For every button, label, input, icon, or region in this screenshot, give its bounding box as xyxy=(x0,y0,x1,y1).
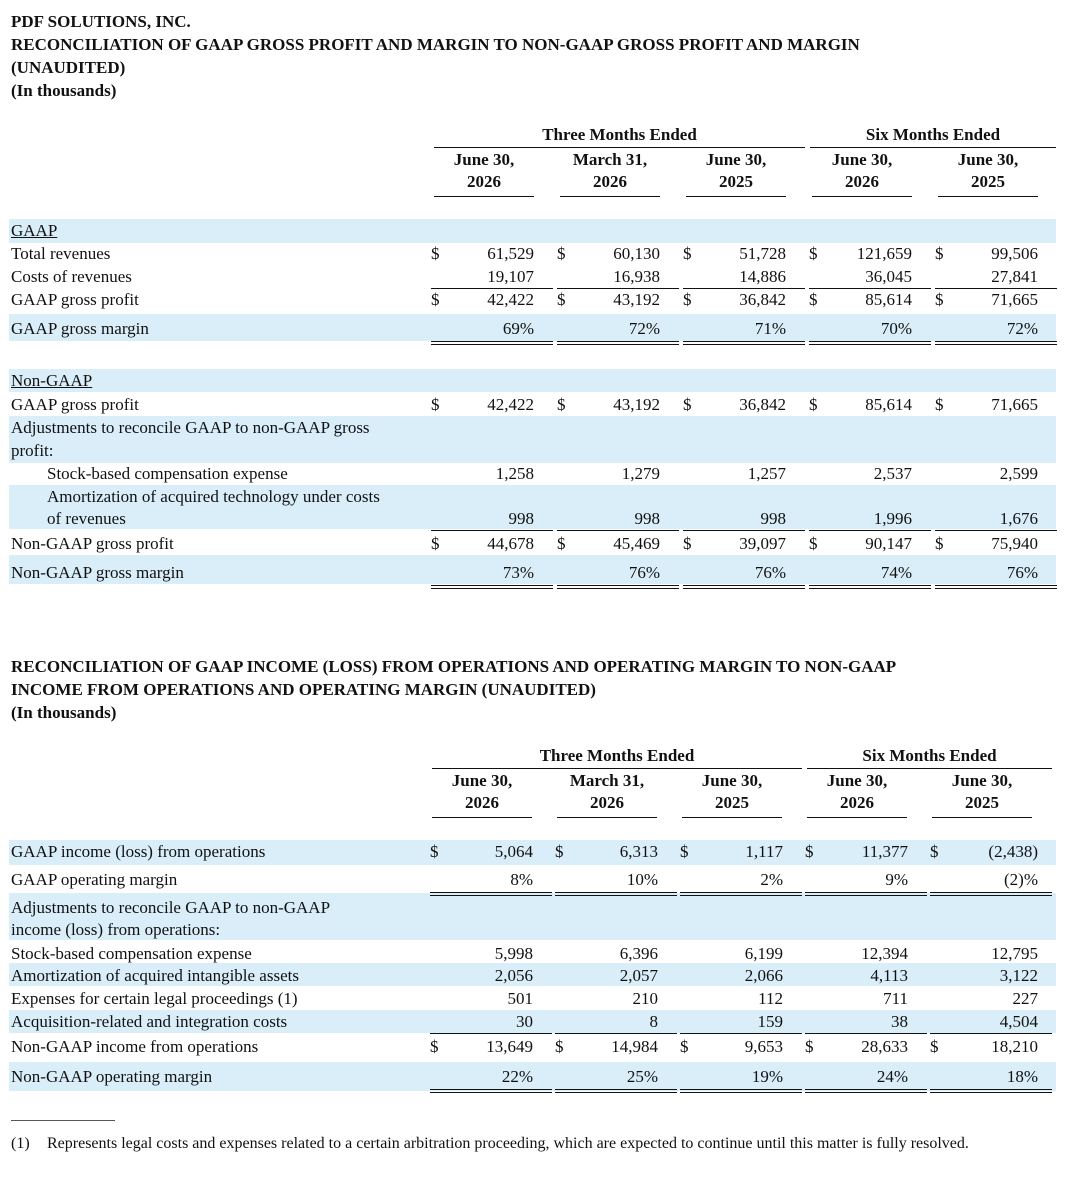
value-cell: 74% xyxy=(880,563,912,582)
total-double-rule xyxy=(683,585,805,589)
value-cell: 70% xyxy=(880,319,912,338)
column-header-year-1: 2026 xyxy=(465,793,499,812)
total-double-rule xyxy=(557,341,679,345)
column-header-rule xyxy=(434,196,534,197)
value-cell: 18% xyxy=(1006,1067,1038,1086)
value-cell: 71% xyxy=(754,319,786,338)
row-shading xyxy=(9,219,1056,243)
row-label: GAAP gross profit xyxy=(11,290,139,309)
row-label: Non-GAAP income from operations xyxy=(11,1037,259,1056)
value-cell: 14,984 xyxy=(611,1037,658,1056)
total-double-rule xyxy=(809,585,931,589)
value-cell: 42,422 xyxy=(487,395,534,414)
value-cell: 61,529 xyxy=(487,244,534,263)
currency-symbol: $ xyxy=(809,395,818,414)
column-header-rule xyxy=(557,817,657,818)
table1-units: (In thousands) xyxy=(11,81,117,100)
currency-symbol: $ xyxy=(431,290,440,309)
value-cell: 1,676 xyxy=(999,509,1038,528)
value-cell: 16,938 xyxy=(613,267,660,286)
column-header-1: June 30, xyxy=(451,771,513,790)
currency-symbol: $ xyxy=(683,244,692,263)
value-cell: 210 xyxy=(632,989,658,1008)
value-cell: 121,659 xyxy=(856,244,912,263)
value-cell: 30 xyxy=(516,1012,533,1031)
total-double-rule xyxy=(935,341,1057,345)
row-label: Non-GAAP xyxy=(11,371,93,390)
value-cell: 76% xyxy=(754,563,786,582)
currency-symbol: $ xyxy=(935,534,944,553)
company-name: PDF SOLUTIONS, INC. xyxy=(11,12,191,31)
value-cell: 18,210 xyxy=(991,1037,1038,1056)
value-cell: 2,066 xyxy=(744,966,783,985)
value-cell: 13,649 xyxy=(486,1037,533,1056)
value-cell: 99,506 xyxy=(991,244,1038,263)
total-double-rule xyxy=(557,585,679,589)
total-double-rule xyxy=(809,341,931,345)
total-double-rule xyxy=(930,1089,1052,1093)
value-cell: 159 xyxy=(757,1012,783,1031)
value-cell: 76% xyxy=(1006,563,1038,582)
value-cell: 75,940 xyxy=(991,534,1038,553)
value-cell: 998 xyxy=(760,509,786,528)
column-header-rule xyxy=(560,196,660,197)
currency-symbol: $ xyxy=(809,534,818,553)
value-cell: 19,107 xyxy=(487,267,534,286)
value-cell: 72% xyxy=(1006,319,1038,338)
value-cell: 45,469 xyxy=(613,534,660,553)
column-header-5: June 30, xyxy=(957,150,1019,169)
row-label: Adjustments to reconcile GAAP to non-GAAP gross xyxy=(11,418,370,437)
value-cell: 711 xyxy=(883,989,908,1008)
column-header-year-5: 2025 xyxy=(971,172,1005,191)
currency-symbol: $ xyxy=(805,1037,814,1056)
header-three-months: Three Months Ended xyxy=(542,125,697,144)
row-label: profit: xyxy=(11,441,54,460)
value-cell: 39,097 xyxy=(739,534,786,553)
column-header-2: March 31, xyxy=(569,771,645,790)
total-double-rule xyxy=(805,1089,927,1093)
subtotal-rule xyxy=(805,1033,927,1034)
row-label: Acquisition-related and integration costs xyxy=(11,1012,288,1031)
row-label: Non-GAAP gross profit xyxy=(11,534,174,553)
table2-title-line1: RECONCILIATION OF GAAP INCOME (LOSS) FROM OPERATIONS AND OPERATING MARGIN TO NON-GAAP xyxy=(11,657,897,676)
footnote-marker: (1) xyxy=(11,1135,30,1152)
value-cell: 2% xyxy=(760,870,783,889)
table2-units: (In thousands) xyxy=(11,703,117,722)
row-label: Costs of revenues xyxy=(11,267,132,286)
value-cell: 1,279 xyxy=(621,464,660,483)
currency-symbol: $ xyxy=(430,842,439,861)
value-cell: 90,147 xyxy=(865,534,912,553)
value-cell: 6,396 xyxy=(619,944,658,963)
value-cell: 42,422 xyxy=(487,290,534,309)
total-double-rule xyxy=(555,892,677,896)
currency-symbol: $ xyxy=(809,290,818,309)
total-double-rule xyxy=(430,1089,552,1093)
row-label: Adjustments to reconcile GAAP to non-GAAP xyxy=(11,898,331,917)
row-label: GAAP income (loss) from operations xyxy=(11,842,266,861)
value-cell: 2,599 xyxy=(999,464,1038,483)
total-double-rule xyxy=(805,892,927,896)
column-header-2: March 31, xyxy=(572,150,648,169)
value-cell: 5,064 xyxy=(494,842,533,861)
footnote-divider xyxy=(11,1120,115,1121)
value-cell: 60,130 xyxy=(613,244,660,263)
value-cell: 73% xyxy=(502,563,534,582)
currency-symbol: $ xyxy=(431,534,440,553)
table1-title-line2: (UNAUDITED) xyxy=(11,58,126,77)
value-cell: 43,192 xyxy=(613,395,660,414)
row-label: GAAP gross margin xyxy=(11,319,149,338)
currency-symbol: $ xyxy=(935,244,944,263)
subtotal-rule xyxy=(683,530,805,531)
value-cell: 25% xyxy=(626,1067,658,1086)
column-header-rule xyxy=(932,817,1032,818)
subtotal-rule xyxy=(680,1033,802,1034)
column-header-rule xyxy=(432,817,532,818)
value-cell: 44,678 xyxy=(487,534,534,553)
currency-symbol: $ xyxy=(930,1037,939,1056)
value-cell: (2,438) xyxy=(988,842,1038,861)
column-header-year-2: 2026 xyxy=(590,793,624,812)
header-six-months-rule xyxy=(810,147,1056,148)
value-cell: 112 xyxy=(758,989,783,1008)
total-double-rule xyxy=(680,892,802,896)
row-label: Expenses for certain legal proceedings (1) xyxy=(11,989,298,1008)
value-cell: 69% xyxy=(502,319,534,338)
value-cell: 14,886 xyxy=(739,267,786,286)
column-header-4: June 30, xyxy=(826,771,888,790)
value-cell: 43,192 xyxy=(613,290,660,309)
total-double-rule xyxy=(930,892,1052,896)
value-cell: 51,728 xyxy=(739,244,786,263)
value-cell: 2,056 xyxy=(494,966,533,985)
row-label: Non-GAAP gross margin xyxy=(11,563,184,582)
header-three-months-rule xyxy=(434,147,805,148)
value-cell: 38 xyxy=(891,1012,908,1031)
row-label: Amortization of acquired technology under costs xyxy=(47,487,380,506)
column-header-3: June 30, xyxy=(705,150,767,169)
currency-symbol: $ xyxy=(935,290,944,309)
currency-symbol: $ xyxy=(809,244,818,263)
value-cell: 998 xyxy=(508,509,534,528)
value-cell: 76% xyxy=(628,563,660,582)
total-double-rule xyxy=(555,1089,677,1093)
value-cell: 72% xyxy=(628,319,660,338)
value-cell: 19% xyxy=(751,1067,783,1086)
header-three-months-rule xyxy=(432,768,802,769)
total-double-rule xyxy=(683,341,805,345)
value-cell: 85,614 xyxy=(865,290,912,309)
column-header-rule xyxy=(938,196,1038,197)
subtotal-rule xyxy=(431,530,553,531)
value-cell: 71,665 xyxy=(991,395,1038,414)
value-cell: 9,653 xyxy=(744,1037,783,1056)
subtotal-rule xyxy=(809,530,931,531)
row-label: GAAP xyxy=(11,221,58,240)
subtotal-rule xyxy=(555,1033,677,1034)
currency-symbol: $ xyxy=(683,290,692,309)
value-cell: 22% xyxy=(501,1067,533,1086)
row-label: Stock-based compensation expense xyxy=(47,464,288,483)
currency-symbol: $ xyxy=(430,1037,439,1056)
currency-symbol: $ xyxy=(680,842,689,861)
value-cell: 5,998 xyxy=(494,944,533,963)
value-cell: 6,199 xyxy=(744,944,783,963)
row-label: Total revenues xyxy=(11,244,111,263)
currency-symbol: $ xyxy=(930,842,939,861)
currency-symbol: $ xyxy=(683,395,692,414)
column-header-4: June 30, xyxy=(831,150,893,169)
value-cell: 2,057 xyxy=(619,966,658,985)
column-header-3: June 30, xyxy=(701,771,763,790)
column-header-rule xyxy=(682,817,782,818)
currency-symbol: $ xyxy=(935,395,944,414)
row-label: Stock-based compensation expense xyxy=(11,944,252,963)
header-six-months: Six Months Ended xyxy=(862,746,997,765)
value-cell: 28,633 xyxy=(861,1037,908,1056)
row-label: Amortization of acquired intangible assets xyxy=(11,966,299,985)
row-shading xyxy=(9,369,1056,392)
value-cell: 8% xyxy=(510,870,533,889)
value-cell: 1,258 xyxy=(495,464,534,483)
value-cell: 998 xyxy=(634,509,660,528)
row-label: of revenues xyxy=(47,509,126,528)
row-label: GAAP operating margin xyxy=(11,870,178,889)
value-cell: 27,841 xyxy=(991,267,1038,286)
column-header-5: June 30, xyxy=(951,771,1013,790)
value-cell: 11,377 xyxy=(861,842,908,861)
value-cell: 36,842 xyxy=(739,290,786,309)
value-cell: 12,394 xyxy=(861,944,908,963)
column-header-rule xyxy=(812,196,912,197)
subtotal-rule xyxy=(935,530,1057,531)
value-cell: 2,537 xyxy=(873,464,912,483)
currency-symbol: $ xyxy=(431,244,440,263)
total-double-rule xyxy=(431,341,553,345)
total-double-rule xyxy=(680,1089,802,1093)
header-six-months: Six Months Ended xyxy=(865,125,1001,144)
row-label: income (loss) from operations: xyxy=(11,920,221,939)
value-cell: 85,614 xyxy=(865,395,912,414)
currency-symbol: $ xyxy=(683,534,692,553)
subtotal-rule xyxy=(430,1033,552,1034)
currency-symbol: $ xyxy=(680,1037,689,1056)
value-cell: 501 xyxy=(507,989,533,1008)
value-cell: 1,257 xyxy=(747,464,786,483)
currency-symbol: $ xyxy=(557,244,566,263)
currency-symbol: $ xyxy=(557,395,566,414)
currency-symbol: $ xyxy=(805,842,814,861)
column-header-rule xyxy=(807,817,907,818)
currency-symbol: $ xyxy=(555,1037,564,1056)
column-header-year-4: 2026 xyxy=(845,172,879,191)
value-cell: 24% xyxy=(876,1067,908,1086)
header-three-months: Three Months Ended xyxy=(539,746,695,765)
value-cell: 9% xyxy=(885,870,908,889)
table2-title-line2: INCOME FROM OPERATIONS AND OPERATING MARGIN (UNAUDITED) xyxy=(11,680,596,699)
footnote-text: Represents legal costs and expenses related to a certain arbitration proceeding, which are expected to continue until this matter is fully resolved. xyxy=(47,1135,969,1152)
currency-symbol: $ xyxy=(557,290,566,309)
value-cell: 12,795 xyxy=(991,944,1038,963)
value-cell: 1,996 xyxy=(873,509,912,528)
total-double-rule xyxy=(935,585,1057,589)
column-header-year-5: 2025 xyxy=(965,793,999,812)
column-header-rule xyxy=(686,196,786,197)
column-header-1: June 30, xyxy=(453,150,515,169)
row-label: GAAP gross profit xyxy=(11,395,139,414)
total-double-rule xyxy=(430,892,552,896)
column-header-year-3: 2025 xyxy=(719,172,753,191)
subtotal-rule xyxy=(557,530,679,531)
column-header-year-4: 2026 xyxy=(840,793,874,812)
table1-title-line1: RECONCILIATION OF GAAP GROSS PROFIT AND MARGIN TO NON-GAAP GROSS PROFIT AND MARGIN xyxy=(11,35,860,54)
column-header-year-3: 2025 xyxy=(715,793,749,812)
value-cell: 6,313 xyxy=(619,842,658,861)
value-cell: 36,045 xyxy=(865,267,912,286)
value-cell: 4,113 xyxy=(870,966,908,985)
value-cell: 1,117 xyxy=(745,842,783,861)
value-cell: 8 xyxy=(649,1012,658,1031)
header-six-months-rule xyxy=(807,768,1052,769)
total-double-rule xyxy=(431,585,553,589)
value-cell: 4,504 xyxy=(999,1012,1038,1031)
currency-symbol: $ xyxy=(557,534,566,553)
column-header-year-2: 2026 xyxy=(593,172,627,191)
subtotal-rule xyxy=(930,1033,1052,1034)
currency-symbol: $ xyxy=(555,842,564,861)
value-cell: 10% xyxy=(626,870,658,889)
value-cell: 227 xyxy=(1012,989,1038,1008)
value-cell: 3,122 xyxy=(999,966,1038,985)
value-cell: (2)% xyxy=(1004,870,1038,889)
value-cell: 71,665 xyxy=(991,290,1038,309)
row-label: Non-GAAP operating margin xyxy=(11,1067,213,1086)
currency-symbol: $ xyxy=(431,395,440,414)
column-header-year-1: 2026 xyxy=(467,172,501,191)
value-cell: 36,842 xyxy=(739,395,786,414)
